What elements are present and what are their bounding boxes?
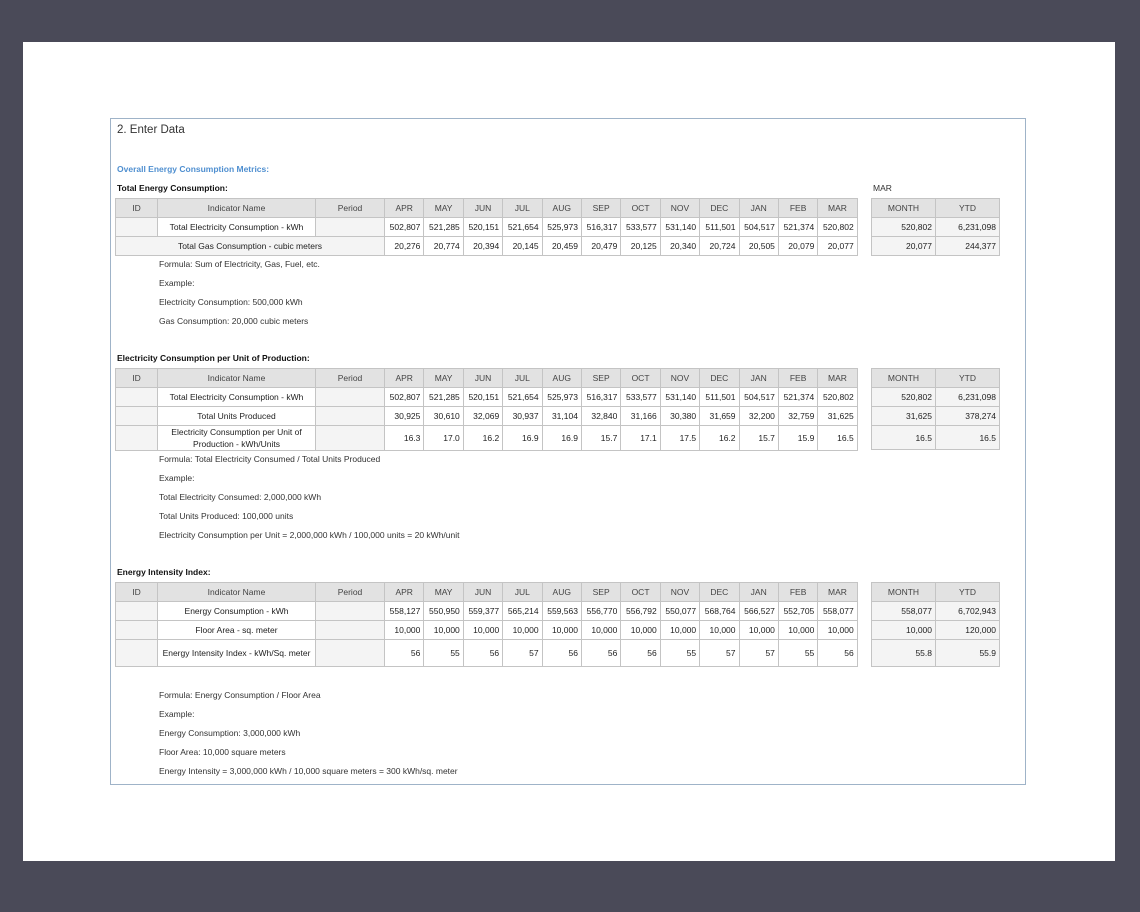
indicator-name-cell[interactable]: Total Gas Consumption - cubic meters	[116, 237, 385, 256]
month-value-cell[interactable]: 15.7	[581, 426, 620, 451]
example-note: Electricity Consumption per Unit = 2,000,000 kWh / 100,000 units = 20 kWh/unit	[159, 530, 460, 540]
month-total-cell: 520,802	[872, 218, 936, 237]
table-row	[116, 388, 858, 407]
id-cell[interactable]	[116, 640, 158, 667]
month-value-cell[interactable]: 20,724	[700, 237, 739, 256]
header-period: Period	[316, 369, 385, 388]
summary-table	[871, 368, 1000, 450]
header-period: Period	[316, 199, 385, 218]
header-month: DEC	[700, 369, 739, 388]
month-value-cell[interactable]: 16.9	[503, 426, 542, 451]
month-value-cell[interactable]: 17.1	[621, 426, 660, 451]
metrics-subtitle: Overall Energy Consumption Metrics:	[117, 164, 270, 174]
header-period: Period	[316, 583, 385, 602]
header-month: MAR	[818, 583, 857, 602]
example-note: Example:	[159, 709, 195, 719]
table-row	[116, 602, 858, 621]
header-ytd: YTD	[936, 369, 1000, 388]
example-note: Example:	[159, 473, 195, 483]
header-indicator-name: Indicator Name	[158, 583, 316, 602]
example-note: Floor Area: 10,000 square meters	[159, 747, 286, 757]
header-id: ID	[116, 369, 158, 388]
month-value-cell[interactable]: 525,973	[542, 388, 581, 407]
header-month: OCT	[621, 199, 660, 218]
period-cell[interactable]	[316, 602, 385, 621]
month-total-cell: 55.8	[872, 640, 936, 667]
month-value-cell[interactable]: 32,840	[581, 407, 620, 426]
table-header-row	[116, 583, 858, 602]
month-value-cell[interactable]: 533,577	[621, 388, 660, 407]
period-cell[interactable]	[316, 388, 385, 407]
month-value-cell[interactable]: 10,000	[581, 621, 620, 640]
summary-row	[872, 602, 1000, 621]
month-total-cell: 31,625	[872, 407, 936, 426]
month-value-cell[interactable]: 20,079	[778, 237, 817, 256]
header-id: ID	[116, 199, 158, 218]
month-total-cell: 20,077	[872, 237, 936, 256]
month-value-cell[interactable]: 521,285	[424, 388, 463, 407]
table-row	[116, 426, 858, 451]
header-month: MAY	[424, 199, 463, 218]
header-month: APR	[385, 199, 424, 218]
header-month: NOV	[660, 199, 699, 218]
summary-header-row	[872, 583, 1000, 602]
example-note: Electricity Consumption: 500,000 kWh	[159, 297, 303, 307]
month-total-cell: 10,000	[872, 621, 936, 640]
indicator-name-cell[interactable]: Total Electricity Consumption - kWh	[158, 388, 316, 407]
ytd-cell: 6,231,098	[936, 218, 1000, 237]
header-month: AUG	[542, 199, 581, 218]
month-value-cell[interactable]: 10,000	[778, 621, 817, 640]
indicator-name-cell[interactable]: Energy Intensity Index - kWh/Sq. meter	[158, 640, 316, 667]
month-value-cell[interactable]: 55	[660, 640, 699, 667]
month-value-cell[interactable]: 31,625	[818, 407, 857, 426]
month-value-cell[interactable]: 511,501	[700, 218, 739, 237]
id-cell[interactable]	[116, 407, 158, 426]
id-cell[interactable]	[116, 218, 158, 237]
month-value-cell[interactable]: 531,140	[660, 388, 699, 407]
month-value-cell[interactable]: 20,125	[621, 237, 660, 256]
formula-note: Formula: Sum of Electricity, Gas, Fuel, etc.	[159, 259, 320, 269]
header-ytd: YTD	[936, 199, 1000, 218]
period-cell[interactable]	[316, 426, 385, 451]
month-value-cell[interactable]: 55	[778, 640, 817, 667]
ytd-cell: 120,000	[936, 621, 1000, 640]
example-note: Example:	[159, 278, 195, 288]
month-value-cell[interactable]: 531,140	[660, 218, 699, 237]
summary-table	[871, 582, 1000, 667]
ytd-cell: 6,231,098	[936, 388, 1000, 407]
month-value-cell[interactable]: 20,145	[503, 237, 542, 256]
header-month: JAN	[739, 199, 778, 218]
month-value-cell[interactable]: 521,654	[503, 218, 542, 237]
month-value-cell[interactable]: 31,104	[542, 407, 581, 426]
header-month: DEC	[700, 583, 739, 602]
month-value-cell[interactable]: 552,705	[778, 602, 817, 621]
month-value-cell[interactable]: 10,000	[700, 621, 739, 640]
table-row	[116, 218, 858, 237]
month-value-cell[interactable]: 55	[424, 640, 463, 667]
month-value-cell[interactable]: 565,214	[503, 602, 542, 621]
month-total-cell: 520,802	[872, 388, 936, 407]
month-value-cell[interactable]: 559,563	[542, 602, 581, 621]
header-month: JUL	[503, 199, 542, 218]
month-value-cell[interactable]: 550,077	[660, 602, 699, 621]
example-note: Gas Consumption: 20,000 cubic meters	[159, 316, 309, 326]
period-cell[interactable]	[316, 621, 385, 640]
month-value-cell[interactable]: 558,077	[818, 602, 857, 621]
header-ytd: YTD	[936, 583, 1000, 602]
id-cell[interactable]	[116, 388, 158, 407]
page-title: 2. Enter Data	[117, 124, 185, 136]
month-value-cell[interactable]: 502,807	[385, 388, 424, 407]
header-month: DEC	[700, 199, 739, 218]
period-cell[interactable]	[316, 407, 385, 426]
month-value-cell[interactable]: 10,000	[503, 621, 542, 640]
month-value-cell[interactable]: 16.2	[700, 426, 739, 451]
formula-note: Formula: Total Electricity Consumed / Total Units Produced	[159, 454, 381, 464]
indicator-table	[115, 198, 858, 256]
section-title: Energy Intensity Index:	[117, 567, 211, 577]
ytd-cell: 55.9	[936, 640, 1000, 667]
header-month: AUG	[542, 369, 581, 388]
table-row	[116, 640, 858, 667]
header-indicator-name: Indicator Name	[158, 199, 316, 218]
header-month: APR	[385, 583, 424, 602]
month-value-cell[interactable]: 520,802	[818, 218, 857, 237]
header-month: OCT	[621, 583, 660, 602]
example-note: Total Units Produced: 100,000 units	[159, 511, 294, 521]
month-value-cell[interactable]: 502,807	[385, 218, 424, 237]
header-month-total: MONTH	[872, 369, 936, 388]
month-value-cell[interactable]: 504,517	[739, 218, 778, 237]
month-value-cell[interactable]: 520,802	[818, 388, 857, 407]
month-value-cell[interactable]: 10,000	[542, 621, 581, 640]
month-value-cell[interactable]: 56	[385, 640, 424, 667]
month-value-cell[interactable]: 20,774	[424, 237, 463, 256]
month-value-cell[interactable]: 516,317	[581, 218, 620, 237]
month-value-cell[interactable]: 31,166	[621, 407, 660, 426]
month-value-cell[interactable]: 30,937	[503, 407, 542, 426]
ytd-cell: 244,377	[936, 237, 1000, 256]
header-month: FEB	[778, 583, 817, 602]
header-month-total: MONTH	[872, 583, 936, 602]
month-value-cell[interactable]: 16.2	[463, 426, 502, 451]
header-month: NOV	[660, 369, 699, 388]
indicator-name-cell[interactable]: Floor Area - sq. meter	[158, 621, 316, 640]
summary-row	[872, 388, 1000, 407]
header-month: JUN	[463, 583, 502, 602]
header-id: ID	[116, 583, 158, 602]
month-value-cell[interactable]: 20,276	[385, 237, 424, 256]
indicator-name-cell[interactable]: Total Electricity Consumption - kWh	[158, 218, 316, 237]
month-value-cell[interactable]: 568,764	[700, 602, 739, 621]
ytd-cell: 16.5	[936, 426, 1000, 450]
indicator-table	[115, 368, 858, 451]
month-value-cell[interactable]: 566,527	[739, 602, 778, 621]
month-value-cell[interactable]: 516,317	[581, 388, 620, 407]
indicator-name-cell[interactable]: Energy Consumption - kWh	[158, 602, 316, 621]
header-month: AUG	[542, 583, 581, 602]
summary-row	[872, 426, 1000, 450]
month-value-cell[interactable]: 31,659	[700, 407, 739, 426]
header-month: JUN	[463, 199, 502, 218]
summary-header-row	[872, 369, 1000, 388]
month-value-cell[interactable]: 520,151	[463, 218, 502, 237]
id-cell[interactable]	[116, 426, 158, 451]
table-row	[116, 621, 858, 640]
header-indicator-name: Indicator Name	[158, 369, 316, 388]
month-value-cell[interactable]: 550,950	[424, 602, 463, 621]
month-value-cell[interactable]: 56	[621, 640, 660, 667]
header-month: NOV	[660, 583, 699, 602]
month-value-cell[interactable]: 533,577	[621, 218, 660, 237]
summary-row	[872, 640, 1000, 667]
header-month: JAN	[739, 583, 778, 602]
ytd-cell: 378,274	[936, 407, 1000, 426]
header-month: JAN	[739, 369, 778, 388]
month-value-cell[interactable]: 56	[818, 640, 857, 667]
month-value-cell[interactable]: 504,517	[739, 388, 778, 407]
summary-period-label: MAR	[873, 183, 892, 193]
month-value-cell[interactable]: 520,151	[463, 388, 502, 407]
summary-row	[872, 407, 1000, 426]
month-value-cell[interactable]: 15.9	[778, 426, 817, 451]
month-value-cell[interactable]: 56	[581, 640, 620, 667]
table-row	[116, 407, 858, 426]
month-value-cell[interactable]: 16.5	[818, 426, 857, 451]
month-value-cell[interactable]: 20,479	[581, 237, 620, 256]
example-note: Total Electricity Consumed: 2,000,000 kWh	[159, 492, 322, 502]
month-value-cell[interactable]: 556,792	[621, 602, 660, 621]
header-month-total: MONTH	[872, 199, 936, 218]
example-note: Energy Consumption: 3,000,000 kWh	[159, 728, 301, 738]
header-month: FEB	[778, 199, 817, 218]
month-value-cell[interactable]: 56	[542, 640, 581, 667]
month-value-cell[interactable]: 521,654	[503, 388, 542, 407]
header-month: MAR	[818, 369, 857, 388]
header-month: MAY	[424, 369, 463, 388]
month-value-cell[interactable]: 10,000	[621, 621, 660, 640]
header-month: FEB	[778, 369, 817, 388]
period-cell[interactable]	[316, 640, 385, 667]
header-month: JUN	[463, 369, 502, 388]
header-month: JUL	[503, 369, 542, 388]
month-value-cell[interactable]: 525,973	[542, 218, 581, 237]
header-month: MAY	[424, 583, 463, 602]
month-value-cell[interactable]: 17.5	[660, 426, 699, 451]
month-value-cell[interactable]: 16.9	[542, 426, 581, 451]
month-value-cell[interactable]: 10,000	[385, 621, 424, 640]
id-cell[interactable]	[116, 602, 158, 621]
id-cell[interactable]	[116, 621, 158, 640]
month-value-cell[interactable]: 30,925	[385, 407, 424, 426]
month-value-cell[interactable]: 17.0	[424, 426, 463, 451]
month-value-cell[interactable]: 30,380	[660, 407, 699, 426]
month-value-cell[interactable]: 10,000	[739, 621, 778, 640]
ytd-cell: 6,702,943	[936, 602, 1000, 621]
month-value-cell[interactable]: 521,285	[424, 218, 463, 237]
summary-header-row	[872, 199, 1000, 218]
summary-row	[872, 218, 1000, 237]
section-title: Electricity Consumption per Unit of Production:	[117, 353, 310, 363]
month-value-cell[interactable]: 56	[463, 640, 502, 667]
header-month: MAR	[818, 199, 857, 218]
month-value-cell[interactable]: 15.7	[739, 426, 778, 451]
month-value-cell[interactable]: 558,127	[385, 602, 424, 621]
summary-row	[872, 237, 1000, 256]
month-value-cell[interactable]: 32,200	[739, 407, 778, 426]
month-value-cell[interactable]: 20,394	[463, 237, 502, 256]
header-month: SEP	[581, 199, 620, 218]
month-value-cell[interactable]: 556,770	[581, 602, 620, 621]
indicator-name-cell[interactable]: Electricity Consumption per Unit of Production - kWh/Units	[158, 426, 316, 451]
month-value-cell[interactable]: 57	[503, 640, 542, 667]
month-value-cell[interactable]: 57	[700, 640, 739, 667]
month-total-cell: 558,077	[872, 602, 936, 621]
indicator-table	[115, 582, 858, 667]
month-value-cell[interactable]: 20,505	[739, 237, 778, 256]
month-total-cell: 16.5	[872, 426, 936, 450]
month-value-cell[interactable]: 20,340	[660, 237, 699, 256]
table-header-row	[116, 369, 858, 388]
month-value-cell[interactable]: 559,377	[463, 602, 502, 621]
header-month: JUL	[503, 583, 542, 602]
month-value-cell[interactable]: 16.3	[385, 426, 424, 451]
period-cell[interactable]	[316, 218, 385, 237]
indicator-name-cell[interactable]: Total Units Produced	[158, 407, 316, 426]
example-note: Energy Intensity = 3,000,000 kWh / 10,000 square meters = 300 kWh/sq. meter	[159, 766, 458, 776]
month-value-cell[interactable]: 30,610	[424, 407, 463, 426]
table-row	[116, 237, 858, 256]
month-value-cell[interactable]: 10,000	[660, 621, 699, 640]
month-value-cell[interactable]: 10,000	[818, 621, 857, 640]
month-value-cell[interactable]: 10,000	[424, 621, 463, 640]
table-header-row	[116, 199, 858, 218]
header-month: SEP	[581, 583, 620, 602]
summary-table	[871, 198, 1000, 256]
month-value-cell[interactable]: 511,501	[700, 388, 739, 407]
month-value-cell[interactable]: 32,759	[778, 407, 817, 426]
month-value-cell[interactable]: 521,374	[778, 388, 817, 407]
section-title: Total Energy Consumption:	[117, 183, 228, 193]
month-value-cell[interactable]: 32,069	[463, 407, 502, 426]
month-value-cell[interactable]: 521,374	[778, 218, 817, 237]
header-month: APR	[385, 369, 424, 388]
month-value-cell[interactable]: 57	[739, 640, 778, 667]
formula-note: Formula: Energy Consumption / Floor Area	[159, 690, 321, 700]
month-value-cell[interactable]: 20,459	[542, 237, 581, 256]
header-month: SEP	[581, 369, 620, 388]
header-month: OCT	[621, 369, 660, 388]
month-value-cell[interactable]: 20,077	[818, 237, 857, 256]
summary-row	[872, 621, 1000, 640]
month-value-cell[interactable]: 10,000	[463, 621, 502, 640]
